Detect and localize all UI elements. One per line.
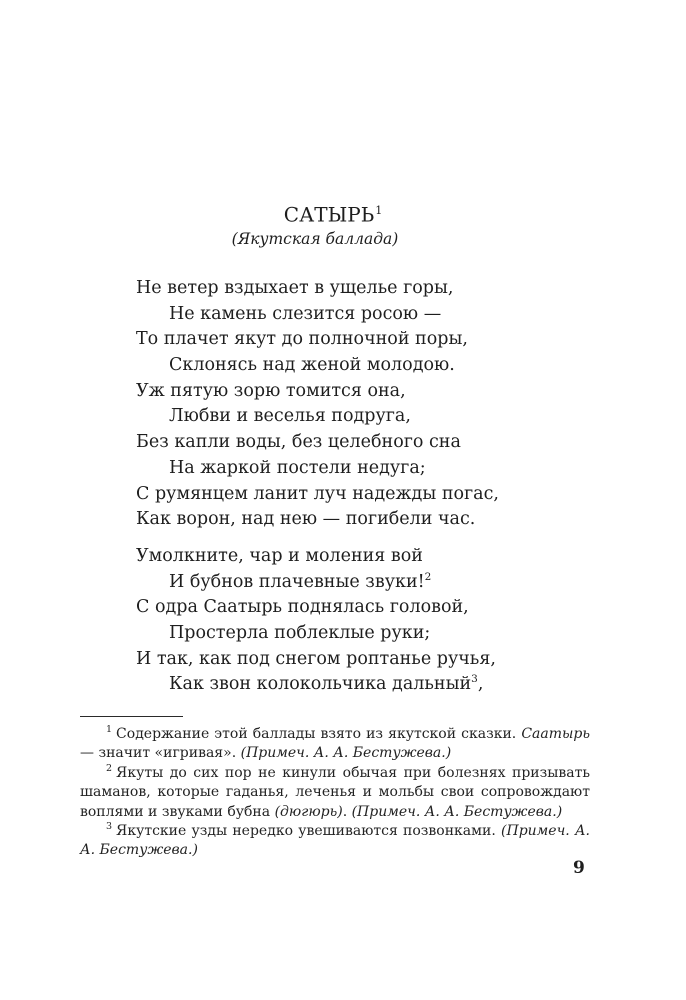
poem-line: [136, 276, 576, 302]
footnote-text: Саатырь: [521, 726, 590, 742]
poem-line: [136, 327, 576, 353]
footnote-text: (Примеч. А. А. Бестужева.): [80, 823, 590, 859]
poem-line: [136, 570, 576, 596]
poem-line-text: Без капли воды, без целебного сна: [136, 432, 461, 453]
footnote-text: Якуты до сих пор не кинули обычая при болезнях призывать шаманов, которые гаданья, леченья и мольбы свои сопровождают воплями и звуками бубна: [80, 764, 590, 820]
poem-title-text: САТЫРЬ: [283, 202, 375, 227]
stanza-1: [136, 276, 576, 533]
footnote-2: [80, 764, 590, 822]
footnote-number: 3: [106, 821, 113, 833]
poem-line-text: Любви и веселья подруга,: [169, 406, 411, 427]
footnote-ref-2: 2: [424, 570, 432, 583]
poem-line-tail: ,: [477, 674, 484, 695]
footnote-text: .: [342, 803, 352, 820]
poem-line-text: Не ветер вздыхает в ущелье горы,: [136, 278, 454, 298]
footnote-3: [80, 822, 590, 861]
poem-line-text: Уж пятую зорю томится она,: [136, 380, 406, 401]
poem-line-text: То плачет якут до полночной поры,: [136, 329, 468, 350]
poem-line-text: С одра Саатырь поднялась головой,: [136, 597, 469, 618]
footnote-text: (дюгюрь): [274, 803, 343, 820]
poem-line-text: Как звон колокольчика дальный: [169, 674, 472, 695]
poem-line-text: Не камень слезится росою —: [169, 303, 442, 324]
footnotes: [80, 725, 590, 861]
footnote-text: Содержание этой баллады взято из якутской сказки.: [116, 726, 522, 742]
poem-line-text: Умолкните, чар и моления вой: [136, 546, 423, 566]
poem-line: [136, 353, 576, 379]
poem-line: [136, 672, 576, 698]
footnote-text: Якутские узды нередко увешиваются позвонками.: [116, 823, 502, 840]
footnote-1: [80, 725, 590, 764]
footnote-text: (Примеч. А. А. Бестужева.): [351, 803, 563, 820]
poem-line-text: И так, как под снегом роптанье ручья,: [136, 648, 496, 669]
footnote-ref-1: 1: [375, 204, 383, 217]
poem-line-text: На жаркой постели недуга;: [169, 457, 426, 478]
poem-line: [136, 595, 576, 621]
poem-line: [136, 507, 576, 533]
footnote-ref-3: 3: [471, 673, 478, 686]
poem-line-text: Простерла поблеклые руки;: [169, 623, 431, 644]
poem-line: [136, 456, 576, 482]
stanza-2: [136, 544, 576, 698]
poem-line: [136, 379, 576, 405]
poem-line-text: Склонясь над женой молодою.: [169, 355, 455, 376]
poem-line-text: С румянцем ланит луч надежды погас,: [136, 483, 499, 504]
poem-line-text: И бубнов плачевные звуки!: [169, 571, 425, 592]
page-number: 9: [573, 858, 585, 878]
footnote-text: (Примеч. А. А. Бестужева.): [240, 745, 452, 762]
footnote-divider: [80, 716, 183, 717]
poem-line: [136, 430, 576, 456]
footnote-number: 2: [106, 763, 113, 775]
poem-line: [136, 621, 576, 647]
poem-line: [136, 404, 576, 430]
poem-title: [0, 198, 666, 228]
footnote-number: 1: [106, 724, 113, 736]
poem-line: [136, 544, 576, 570]
poem-subtitle: (Якутская баллада): [231, 230, 399, 248]
footnote-text: — значит «игривая».: [80, 745, 241, 762]
poem-line: [136, 482, 576, 508]
poem-line: [136, 302, 576, 328]
poem-line: [136, 647, 576, 673]
poem-line-text: Как ворон, над нею — погибели час.: [136, 509, 476, 530]
